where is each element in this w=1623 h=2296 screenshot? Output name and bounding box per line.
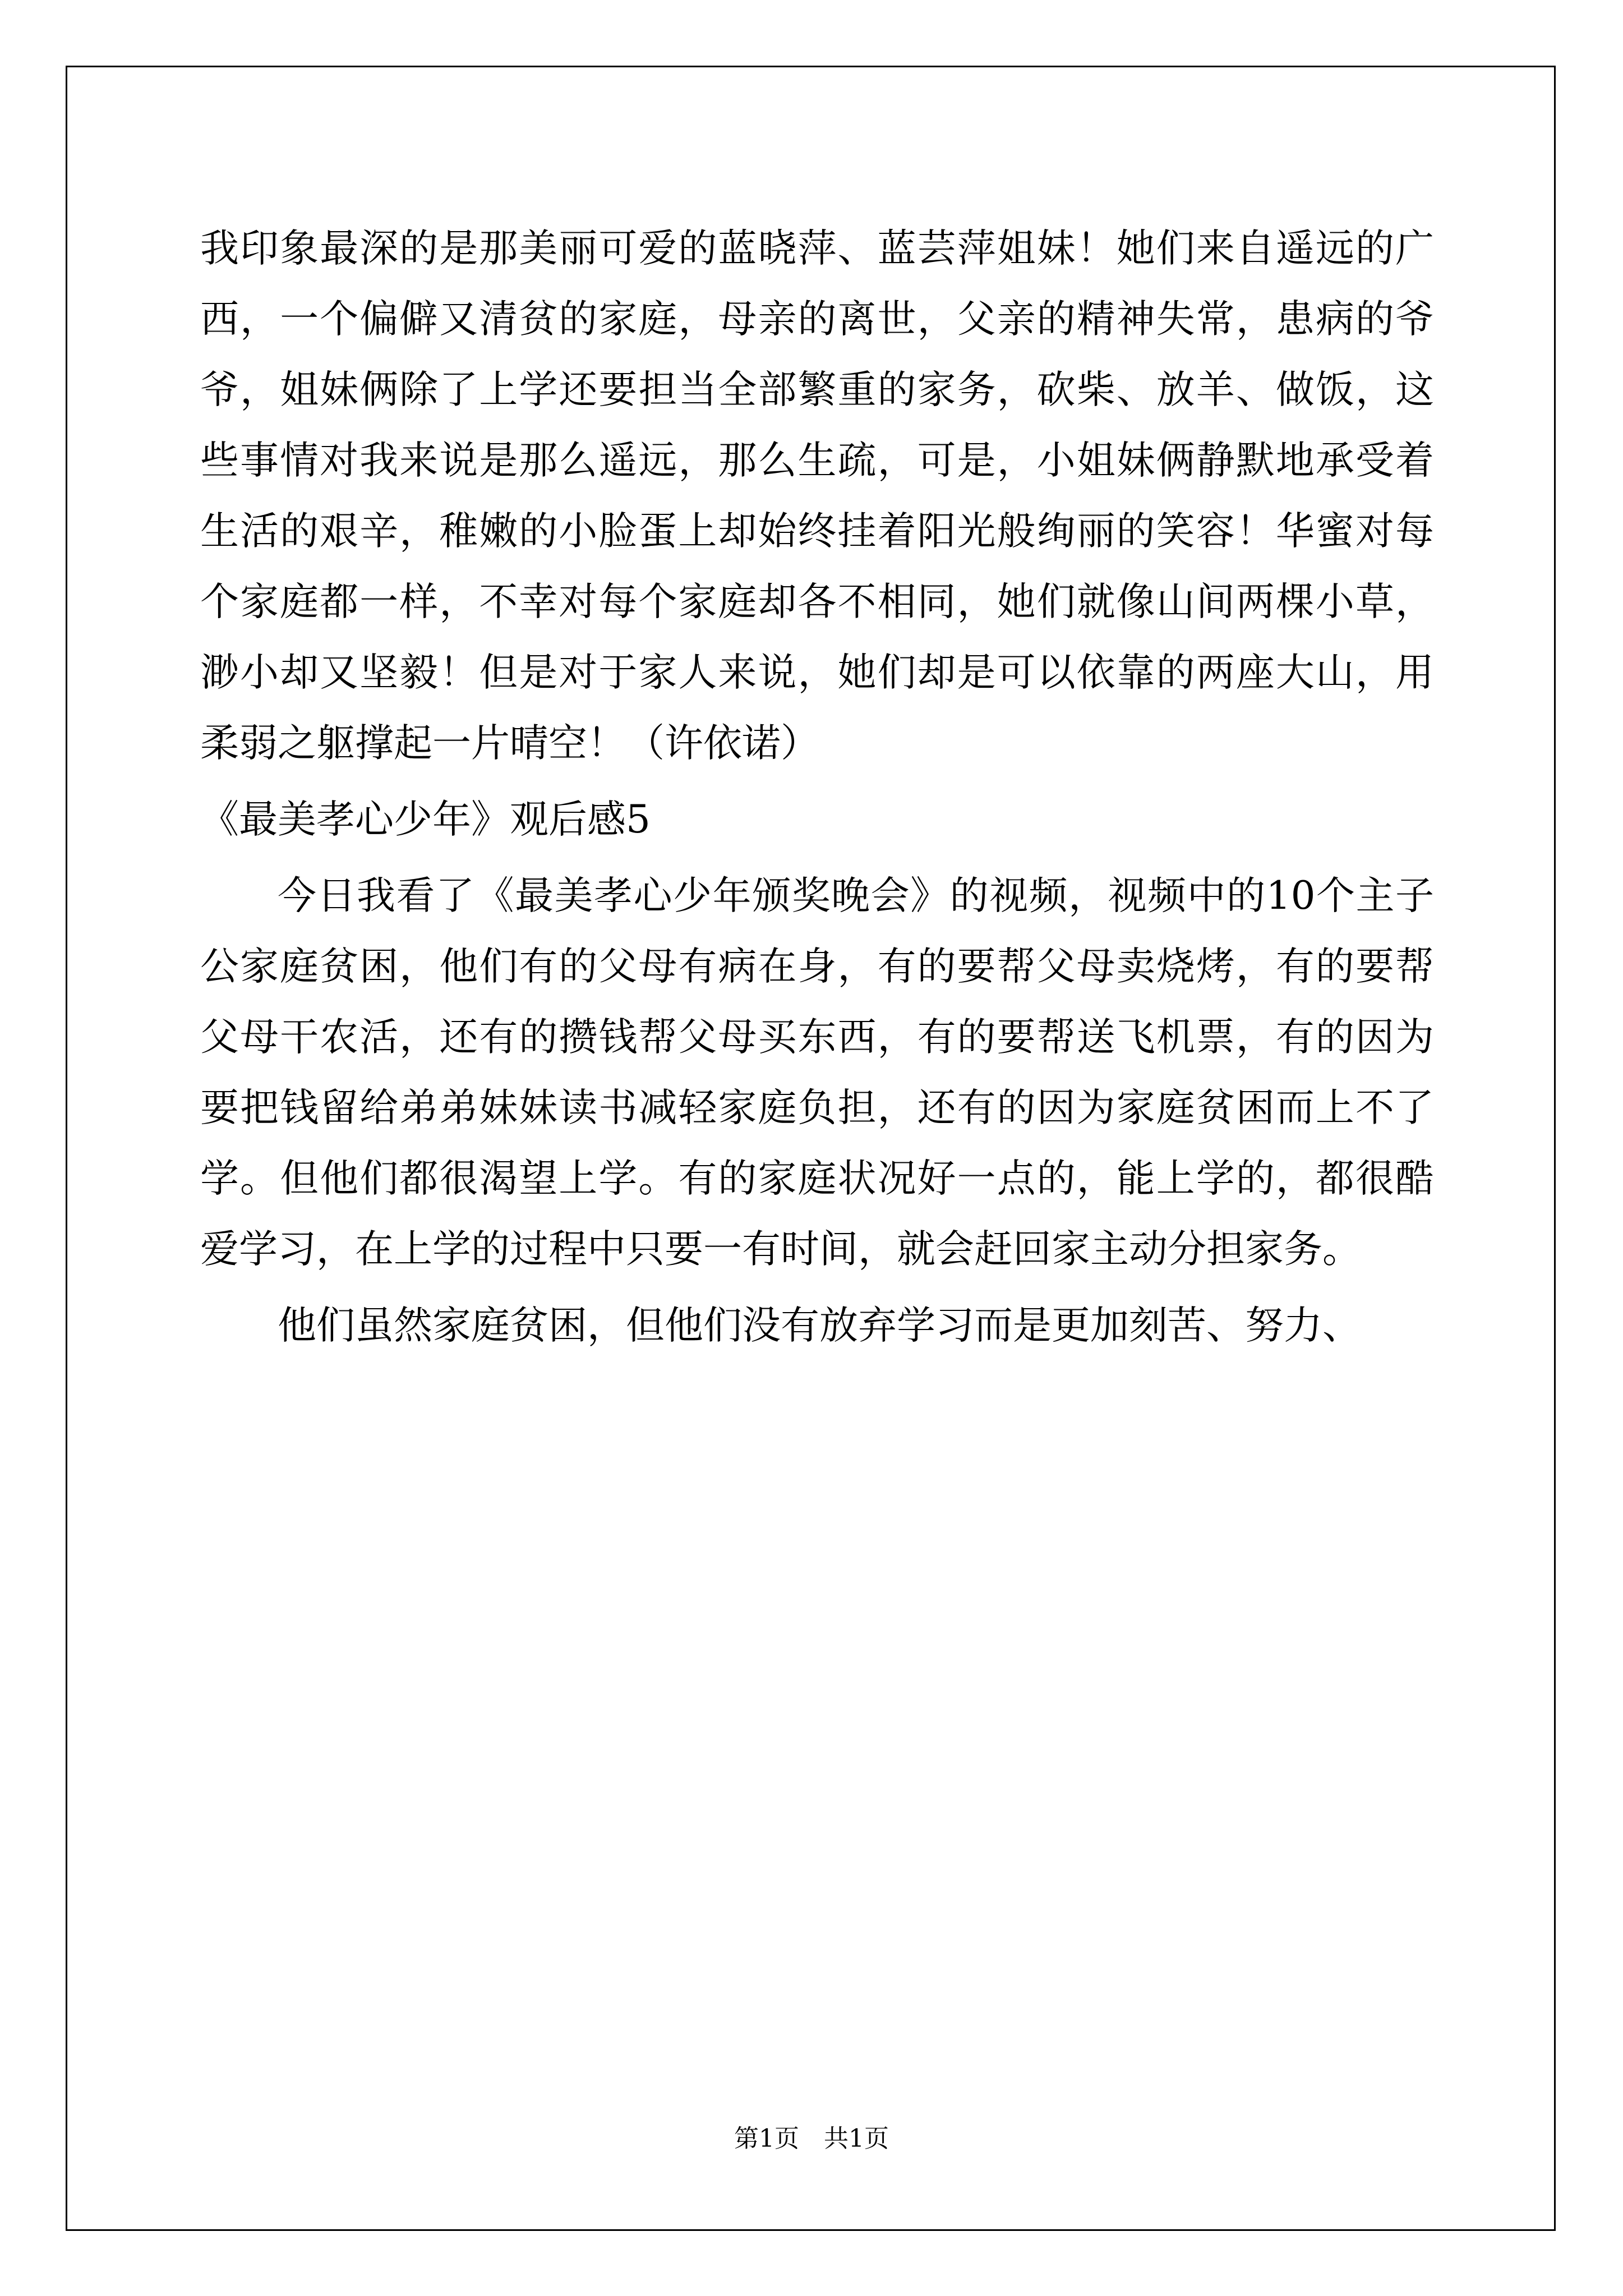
paragraph-2: 今日我看了《最美孝心少年颁奖晚会》的视频，视频中的10个主子公家庭贫困，他们有的父母有病在身，有的要帮父母卖烧烤，有的要帮父母干农活，还有的攒钱帮父母买东西，有的要帮送飞机票，有的因为要把钱留给弟弟妹妹读书减轻家庭负担，还有的因为家庭贫困而上不了学。但他们都很渴望上学。有的家庭状况好一点的，能上学的，都很酷爱学习，在上学的过程中只要一有时间，就会赶回家主动分担家务。	[200, 873, 1434, 1272]
section-heading: 《最美孝心少年》观后感5	[200, 797, 651, 842]
paragraph-1: 我印象最深的是那美丽可爱的蓝晓萍、蓝芸萍姐妹！她们来自遥远的广西，一个偏僻又清贫的家庭，母亲的离世，父亲的精神失常，患病的爷爷，姐妹俩除了上学还要担当全部繁重的家务，砍柴、放羊、做饭，这些事情对我来说是那么遥远，那么生疏，可是，小姐妹俩静默地承受着生活的艰辛，稚嫩的小脸蛋上却始终挂着阳光般绚丽的笑容！华蜜对每个家庭都一样，不幸对每个家庭却各不相同，她们就像山间两棵小草，渺小却又坚毅！但是对于家人来说，她们却是可以依靠的两座大山，用柔弱之躯撑起一片晴空！（许依诺）	[200, 226, 1434, 766]
page-footer: 第1页 共1页	[734, 2124, 889, 2153]
paragraph-3: 他们虽然家庭贫困，但他们没有放弃学习而是更加刻苦、努力、	[278, 1303, 1361, 1348]
document-body	[200, 213, 1434, 1361]
